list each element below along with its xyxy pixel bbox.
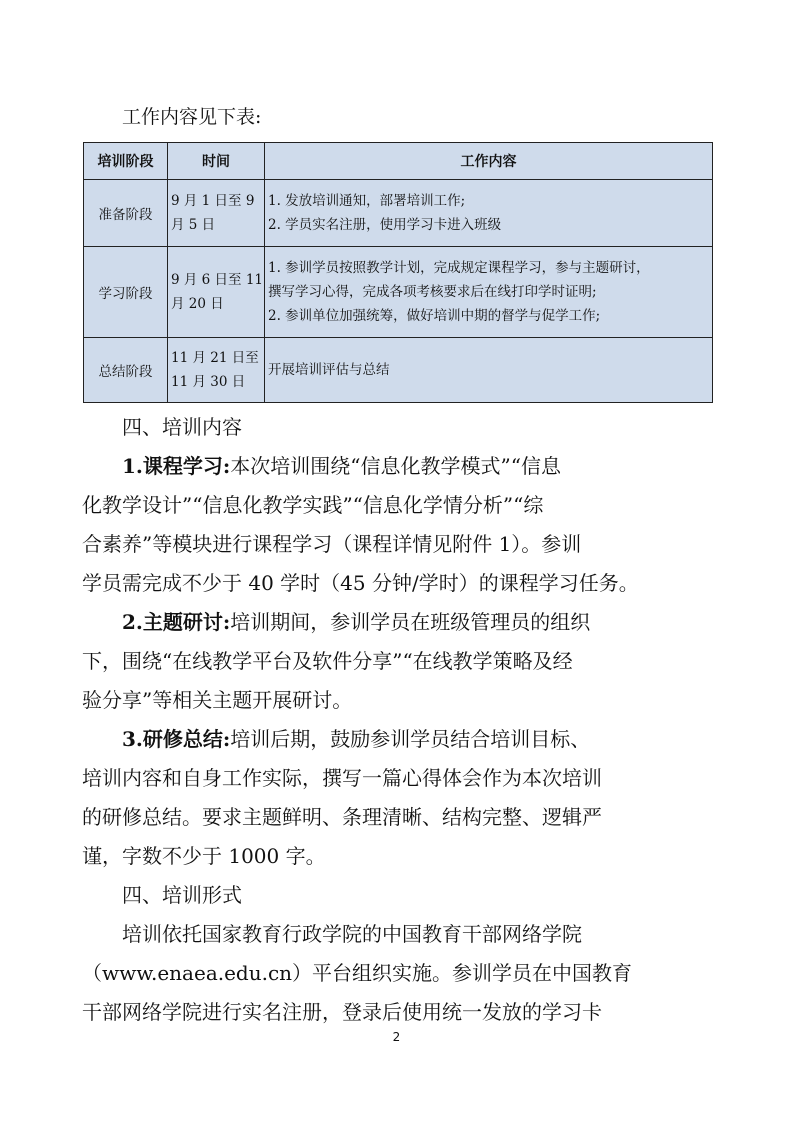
section-heading-training-content: 四、培训内容 [122,415,242,439]
paragraph-line: 验分享”等相关主题开展研讨。 [82,688,353,712]
table-row [84,338,713,403]
paragraph-course-study [82,447,672,486]
content-line: 撰写学习心得，完成各项考核要求后在线打印学时证明; [268,284,597,300]
body-text [82,408,672,1032]
header-content: 工作内容 [265,143,713,180]
table-row [84,180,713,247]
paragraph-line: 的研修总结。要求主题鲜明、条理清晰、结构完整、逻辑严 [82,805,602,829]
content-line: 1. 发放培训通知，部署培训工作; [268,193,466,209]
paragraph-study-summary [122,720,672,759]
content-cell [265,338,713,403]
header-stage: 培训阶段 [84,143,168,180]
paragraph-line: 合素养”等模块进行课程学习（课程详情见附件 1）。参训 [82,532,582,556]
content-line: 2. 参训单位加强统筹，做好培训中期的督学与促学工作; [268,308,601,324]
page-number: 2 [392,1030,401,1044]
paragraph-label: 3.研修总结: [122,727,231,751]
content-line: 1. 参训学员按照教学计划，完成规定课程学习，参与主题研讨， [268,260,650,276]
paragraph-line: 干部网络学院进行实名注册，登录后使用统一发放的学习卡 [82,1000,602,1024]
paragraph-topic-discussion [122,603,672,642]
paragraph-label: 2.主题研讨: [122,610,231,634]
work-schedule-table [83,142,713,403]
paragraph-line: 培训依托国家教育行政学院的中国教育干部网络学院 [122,922,582,946]
paragraph-text: 培训期间，参训学员在班级管理员的组织 [230,610,591,634]
table-header-row [84,143,713,180]
section-heading-training-format: 四、培训形式 [122,883,242,907]
paragraph-line: 谨，字数不少于 1000 字。 [82,844,326,868]
paragraph-label: 1.课程学习: [122,454,231,478]
table-row [84,247,713,338]
time-line: 11 月 30 日 [171,374,246,390]
paragraph-line: 化教学设计”“信息化教学实践”“信息化学情分析”“综 [82,493,544,517]
stage-cell: 学习阶段 [84,247,168,338]
paragraph-line: 培训内容和自身工作实际，撰写一篇心得体会作为本次培训 [82,766,602,790]
paragraph-text: 本次培训围绕“信息化教学模式”“信息 [230,454,561,478]
time-cell [168,180,265,247]
stage-cell: 总结阶段 [84,338,168,403]
time-line: 月 5 日 [171,217,216,233]
time-line: 11 月 21 日至 [171,350,259,366]
content-line: 2. 学员实名注册，使用学习卡进入班级 [268,217,502,233]
time-line: 9 月 1 日至 9 [171,193,255,209]
header-time: 时间 [168,143,265,180]
content-cell [265,247,713,338]
content-line: 开展培训评估与总结 [268,362,390,378]
paragraph-text: 培训后期，鼓励参训学员结合培训目标、 [230,727,591,751]
time-cell [168,247,265,338]
paragraph-line: （www.enaea.edu.cn）平台组织实施。参训学员在中国教育 [82,961,633,985]
paragraph-line: 学员需完成不少于 40 学时（45 分钟/学时）的课程学习任务。 [82,571,639,595]
content-cell [265,180,713,247]
time-line: 9 月 6 日至 11 [171,272,264,288]
time-line: 月 20 日 [171,296,224,312]
paragraph-line: 下，围绕“在线教学平台及软件分享”“在线教学策略及经 [82,649,573,673]
table-intro: 工作内容见下表: [122,106,262,128]
time-cell [168,338,265,403]
stage-cell: 准备阶段 [84,180,168,247]
